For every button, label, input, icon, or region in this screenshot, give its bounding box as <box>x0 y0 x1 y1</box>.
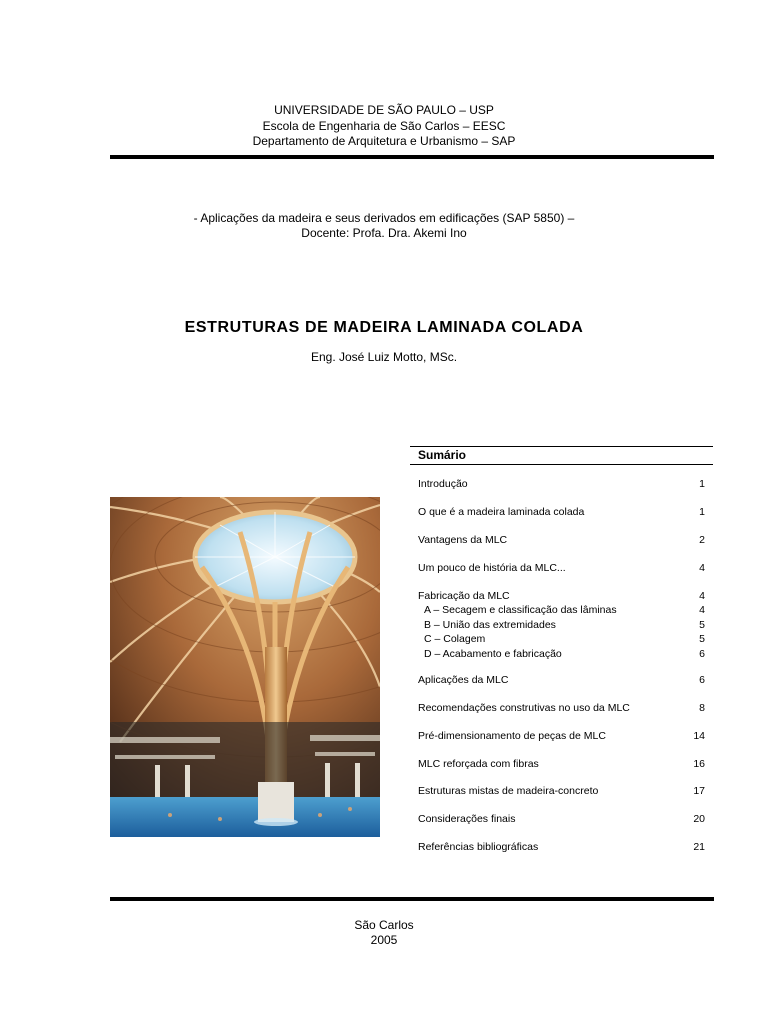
toc-entry-title: Pré-dimensionamento de peças de MLC <box>418 730 606 742</box>
toc-subentry-title: C – Colagem <box>424 633 486 646</box>
footer-city: São Carlos <box>354 918 414 932</box>
toc-entry-page: 16 <box>693 758 705 770</box>
toc-entry-page: 1 <box>699 478 705 490</box>
bottom-divider <box>110 897 714 901</box>
toc-entry-page: 6 <box>699 674 705 686</box>
toc-entry-page: 8 <box>699 702 705 714</box>
toc-entry-title: Introdução <box>418 478 468 490</box>
toc-subentry-title: B – União das extremidades <box>424 618 556 631</box>
document-author: Eng. José Luiz Motto, MSc. <box>310 350 458 364</box>
toc-subentry-page: 6 <box>699 647 705 660</box>
toc-entry-page: 21 <box>693 841 705 853</box>
institution-header <box>0 103 768 150</box>
toc-entry-group[interactable] <box>418 589 705 661</box>
toc-entry-title: Recomendações construtivas no uso da MLC <box>418 702 630 714</box>
top-divider <box>110 155 714 159</box>
toc-entry[interactable] <box>418 729 705 743</box>
toc-entry[interactable] <box>418 701 705 715</box>
toc-entry-page: 17 <box>693 785 705 797</box>
toc-entry[interactable] <box>418 673 705 687</box>
toc-entry-page: 14 <box>693 730 705 742</box>
course-teacher: Docente: Profa. Dra. Akemi Ino <box>301 226 467 240</box>
toc-entry[interactable] <box>418 784 705 798</box>
toc-entry-title: O que é a madeira laminada colada <box>418 506 585 518</box>
course-name: - Aplicações da madeira e seus derivados em edificações (SAP 5850) – <box>193 211 575 225</box>
toc-subentry[interactable] <box>418 632 705 646</box>
toc-entry[interactable] <box>418 757 705 771</box>
department-name: Departamento de Arquitetura e Urbanismo – SAP <box>252 134 516 148</box>
toc-heading: Sumário <box>410 446 713 465</box>
toc-entry-title: Estruturas mistas de madeira-concreto <box>418 785 599 797</box>
toc-entry-title: Aplicações da MLC <box>418 674 509 686</box>
university-name: UNIVERSIDADE DE SÃO PAULO – USP <box>274 103 494 117</box>
toc-subentry-page: 5 <box>699 618 705 631</box>
toc-entry-title: Um pouco de história da MLC... <box>418 562 566 574</box>
toc-entry-title: Fabricação da MLC <box>418 590 510 602</box>
toc-subentry-title: D – Acabamento e fabricação <box>424 647 562 660</box>
toc-entry[interactable] <box>418 840 705 854</box>
table-of-contents <box>410 446 713 853</box>
course-info <box>0 211 768 241</box>
toc-entry-title: Considerações finais <box>418 813 516 825</box>
toc-subentry-page: 4 <box>699 604 705 617</box>
toc-entry-page: 4 <box>699 590 705 602</box>
toc-subentry[interactable] <box>418 647 705 661</box>
toc-entry-page: 1 <box>699 506 705 518</box>
toc-entry-title: Referências bibliográficas <box>418 841 539 853</box>
toc-entry-title: Vantagens da MLC <box>418 534 508 546</box>
school-name: Escola de Engenharia de São Carlos – EESC <box>262 118 506 133</box>
toc-subentry-page: 5 <box>699 633 705 646</box>
laminated-timber-dome-photo <box>110 497 380 837</box>
toc-entry[interactable] <box>418 561 705 575</box>
toc-subentry-title: A – Secagem e classificação das lâminas <box>424 604 617 617</box>
toc-entry-title: MLC reforçada com fibras <box>418 758 539 770</box>
toc-entry-page: 4 <box>699 562 705 574</box>
document-footer <box>0 918 768 948</box>
toc-entry[interactable] <box>418 812 705 826</box>
toc-subentry[interactable] <box>418 603 705 617</box>
toc-entry-page: 2 <box>699 534 705 546</box>
footer-year: 2005 <box>370 933 398 947</box>
toc-entry[interactable] <box>418 477 705 491</box>
toc-subentry[interactable] <box>418 618 705 632</box>
toc-entry-page: 20 <box>693 813 705 825</box>
toc-entry[interactable] <box>418 505 705 519</box>
document-title: ESTRUTURAS DE MADEIRA LAMINADA COLADA <box>184 319 584 336</box>
toc-entry[interactable] <box>418 533 705 547</box>
